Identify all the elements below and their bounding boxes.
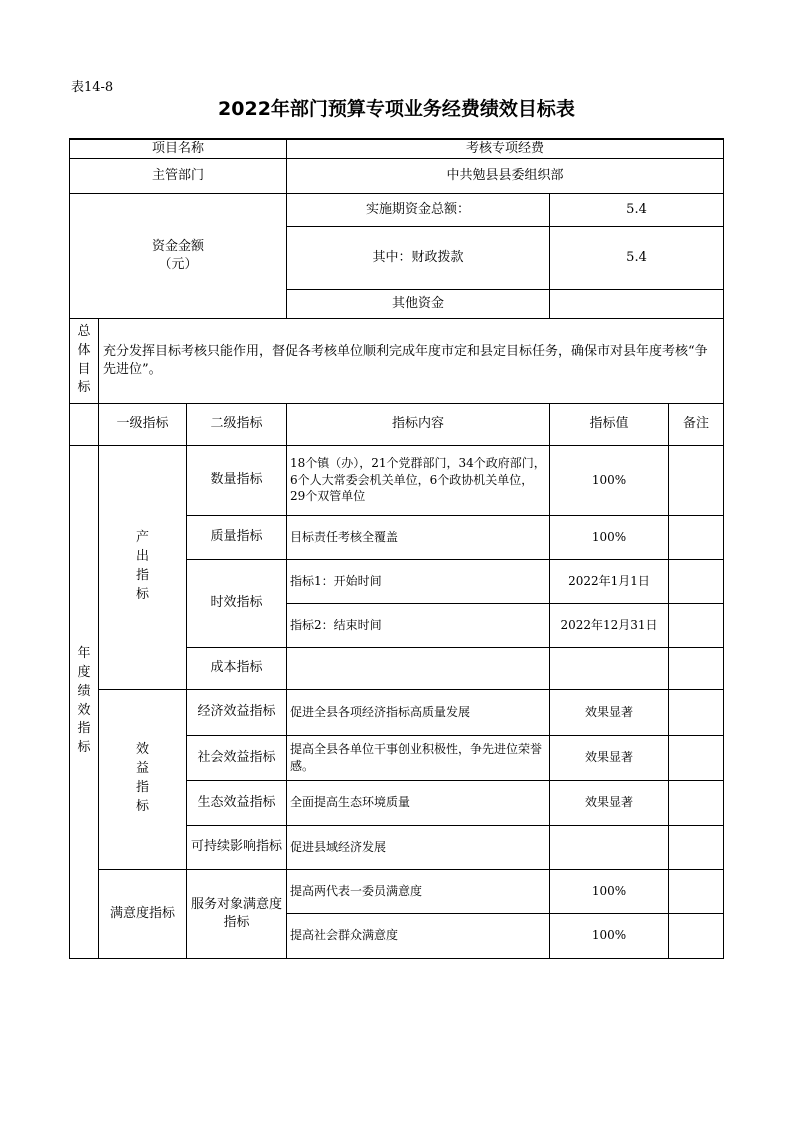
satisfaction-item1-content: 提高两代表一委员满意度: [287, 869, 550, 913]
economic-indicator-content: 促进全县各项经济指标高质量发展: [287, 689, 550, 735]
time-end-value: 2022年12月31日: [550, 603, 669, 647]
fund-unit-text: （元）: [158, 256, 198, 272]
social-indicator-label: 社会效益指标: [187, 735, 287, 780]
output-label-char: 出: [135, 549, 149, 565]
quality-indicator-value: 100%: [550, 515, 669, 559]
sustain-indicator-value: [550, 825, 669, 869]
social-indicator-value: 效果显著: [550, 735, 669, 780]
goal-label-char: 标: [77, 380, 91, 396]
annual-indicator-label: [70, 445, 99, 958]
output-label-char: 标: [135, 586, 149, 602]
quality-indicator-content: 目标责任考核全覆盖: [287, 515, 550, 559]
service-satisfaction-label: 服务对象满意度指标: [187, 869, 287, 958]
performance-table: [69, 138, 724, 959]
satisfaction-item1-note: [669, 869, 724, 913]
header-blank: [70, 403, 99, 445]
fund-fiscal-label: 其中：财政拨款: [287, 226, 550, 289]
social-indicator-content: 提高全县各单位干事创业积极性，争先进位荣誉感。: [287, 735, 550, 780]
eco-indicator-content: 全面提高生态环境质量: [287, 780, 550, 825]
satisfaction-item2-value: 100%: [550, 913, 669, 958]
dept-label: 主管部门: [70, 158, 287, 193]
benefit-label-char: 指: [135, 780, 149, 796]
overall-goal-text: 充分发挥目标考核只能作用，督促各考核单位顺利完成年度市定和县定目标任务，确保市对县年度考核“争先进位”。: [99, 318, 724, 403]
fund-other-value: [550, 289, 724, 318]
sustain-indicator-note: [669, 825, 724, 869]
cost-indicator-value: [550, 647, 669, 689]
cost-indicator-label: 成本指标: [187, 647, 287, 689]
overall-goal-label: [70, 318, 99, 403]
fund-total-value: 5.4: [550, 193, 724, 226]
fund-label-text: 资金金额: [151, 239, 204, 254]
satisfaction-item1-value: 100%: [550, 869, 669, 913]
annual-label-char: 效: [77, 702, 91, 718]
time-end-note: [669, 603, 724, 647]
goal-label-char: 总: [77, 323, 91, 339]
eco-indicator-value: 效果显著: [550, 780, 669, 825]
fund-other-label: 其他资金: [287, 289, 550, 318]
benefit-indicator-label: [99, 689, 187, 869]
header-content: 指标内容: [287, 403, 550, 445]
header-value: 指标值: [550, 403, 669, 445]
time-start-content: 指标1：开始时间: [287, 559, 550, 603]
satisfaction-item2-note: [669, 913, 724, 958]
quantity-indicator-content: 18个镇（办），21个党群部门，34个政府部门，6个人大常委会机关单位，6个政协机关单位，29个双管单位: [287, 445, 550, 515]
time-indicator-label: 时效指标: [187, 559, 287, 647]
goal-label-char: 体: [77, 342, 91, 358]
satisfaction-indicator-label: 满意度指标: [99, 869, 187, 958]
annual-label-char: 指: [77, 721, 91, 737]
benefit-label-char: 标: [135, 798, 149, 814]
annual-label-char: 度: [77, 664, 91, 680]
quality-indicator-label: 质量指标: [187, 515, 287, 559]
output-label-char: 产: [135, 530, 149, 546]
annual-label-char: 绩: [77, 683, 91, 699]
sustain-indicator-content: 促进县域经济发展: [287, 825, 550, 869]
time-start-note: [669, 559, 724, 603]
header-level2: 二级指标: [187, 403, 287, 445]
quantity-indicator-note: [669, 445, 724, 515]
project-name-value: 考核专项经费: [287, 139, 724, 158]
output-indicator-label: [99, 445, 187, 689]
time-end-content: 指标2：结束时间: [287, 603, 550, 647]
cost-indicator-note: [669, 647, 724, 689]
document-title: 2022年部门预算专项业务经费绩效目标表: [218, 98, 575, 120]
quantity-indicator-value: 100%: [550, 445, 669, 515]
economic-indicator-note: [669, 689, 724, 735]
economic-indicator-label: 经济效益指标: [187, 689, 287, 735]
satisfaction-item2-content: 提高社会群众满意度: [287, 913, 550, 958]
fund-fiscal-value: 5.4: [550, 226, 724, 289]
fund-total-label: 实施期资金总额：: [287, 193, 550, 226]
header-level1: 一级指标: [99, 403, 187, 445]
annual-label-char: 年: [77, 646, 91, 662]
social-indicator-note: [669, 735, 724, 780]
eco-indicator-label: 生态效益指标: [187, 780, 287, 825]
sustain-indicator-label: 可持续影响指标: [187, 825, 287, 869]
header-note: 备注: [669, 403, 724, 445]
table-number: 表14-8: [71, 80, 114, 95]
quality-indicator-note: [669, 515, 724, 559]
benefit-label-char: 效: [135, 742, 149, 758]
quantity-indicator-label: 数量指标: [187, 445, 287, 515]
goal-label-char: 目: [77, 361, 91, 377]
dept-value: 中共勉县县委组织部: [287, 158, 724, 193]
cost-indicator-content: [287, 647, 550, 689]
project-name-label: 项目名称: [70, 139, 287, 158]
fund-amount-label: [70, 193, 287, 318]
output-label-char: 指: [135, 568, 149, 584]
economic-indicator-value: 效果显著: [550, 689, 669, 735]
annual-label-char: 标: [77, 740, 91, 756]
benefit-label-char: 益: [135, 761, 149, 777]
time-start-value: 2022年1月1日: [550, 559, 669, 603]
eco-indicator-note: [669, 780, 724, 825]
